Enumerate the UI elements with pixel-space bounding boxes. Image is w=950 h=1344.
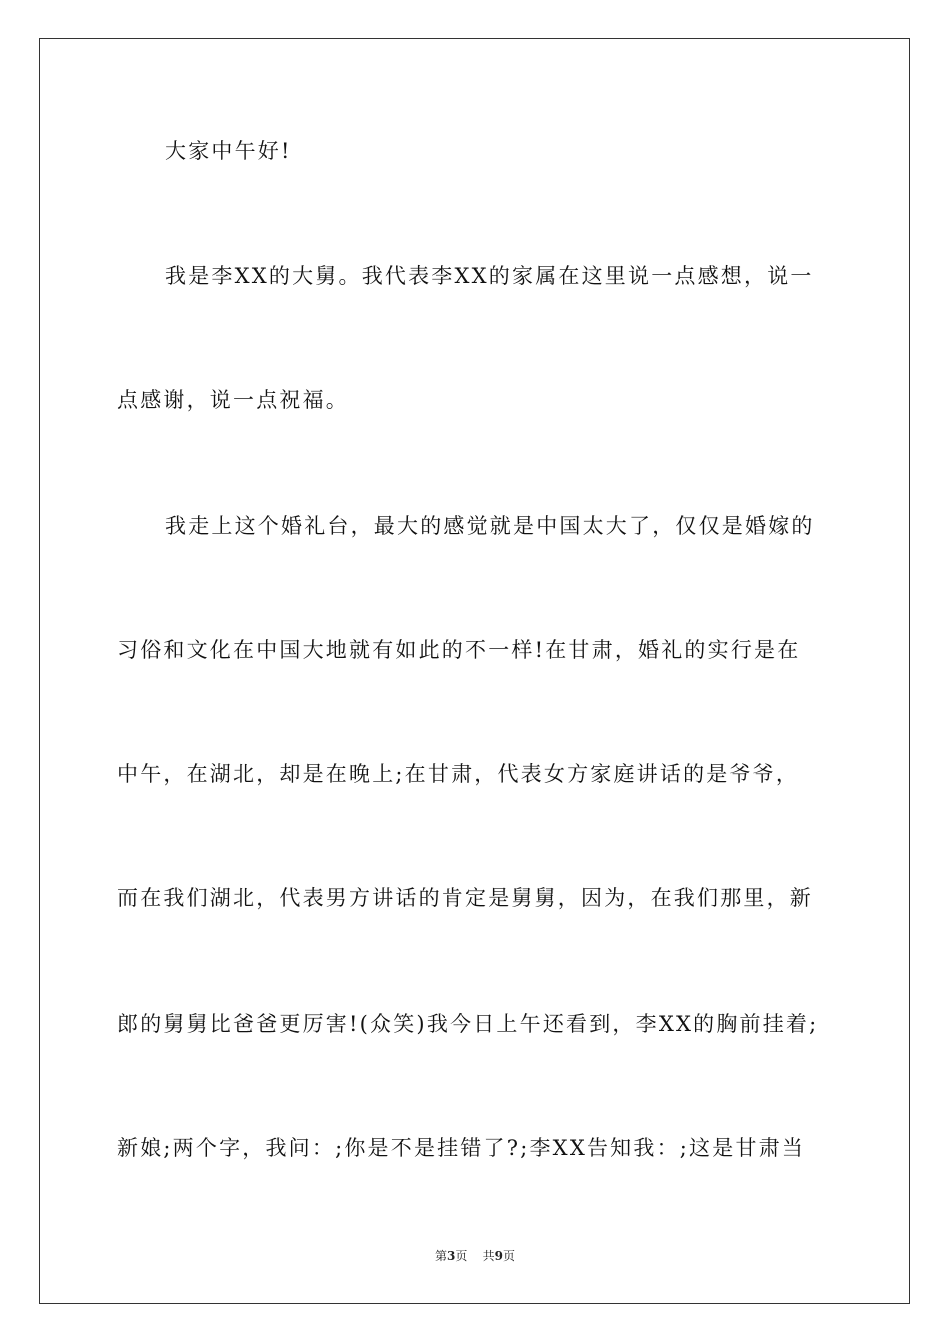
paragraph-line-7: 而在我们湖北，代表男方讲话的肯定是舅舅，因为，在我们那里，新 <box>117 886 813 910</box>
paragraph-line-5: 习俗和文化在中国大地就有如此的不一样!在甘肃，婚礼的实行是在 <box>117 638 801 662</box>
page-footer <box>0 1247 950 1264</box>
paragraph-line-8: 郎的舅舅比爸爸更厉害!(众笑)我今日上午还看到，李XX的胸前挂着; <box>117 1012 819 1036</box>
paragraph-line-3: 点感谢，说一点祝福。 <box>117 388 349 412</box>
paragraph-line-2: 我是李XX的大舅。我代表李XX的家属在这里说一点感想，说一 <box>165 264 814 288</box>
page-prefix: 第 <box>434 1249 447 1263</box>
total-prefix: 共 <box>482 1249 495 1263</box>
paragraph-line-1: 大家中午好! <box>165 139 292 163</box>
page-border <box>39 38 910 1304</box>
total-suffix: 页 <box>503 1249 516 1263</box>
page-current: 3 <box>446 1249 456 1263</box>
page-suffix: 页 <box>455 1249 468 1263</box>
paragraph-line-9: 新娘;两个字，我问：;你是不是挂错了?;李XX告知我：;这是甘肃当 <box>117 1136 806 1160</box>
paragraph-line-4: 我走上这个婚礼台，最大的感觉就是中国太大了，仅仅是婚嫁的 <box>165 514 815 538</box>
page-total: 9 <box>494 1249 503 1263</box>
paragraph-line-6: 中午，在湖北，却是在晚上;在甘肃，代表女方家庭讲话的是爷爷， <box>117 762 800 786</box>
